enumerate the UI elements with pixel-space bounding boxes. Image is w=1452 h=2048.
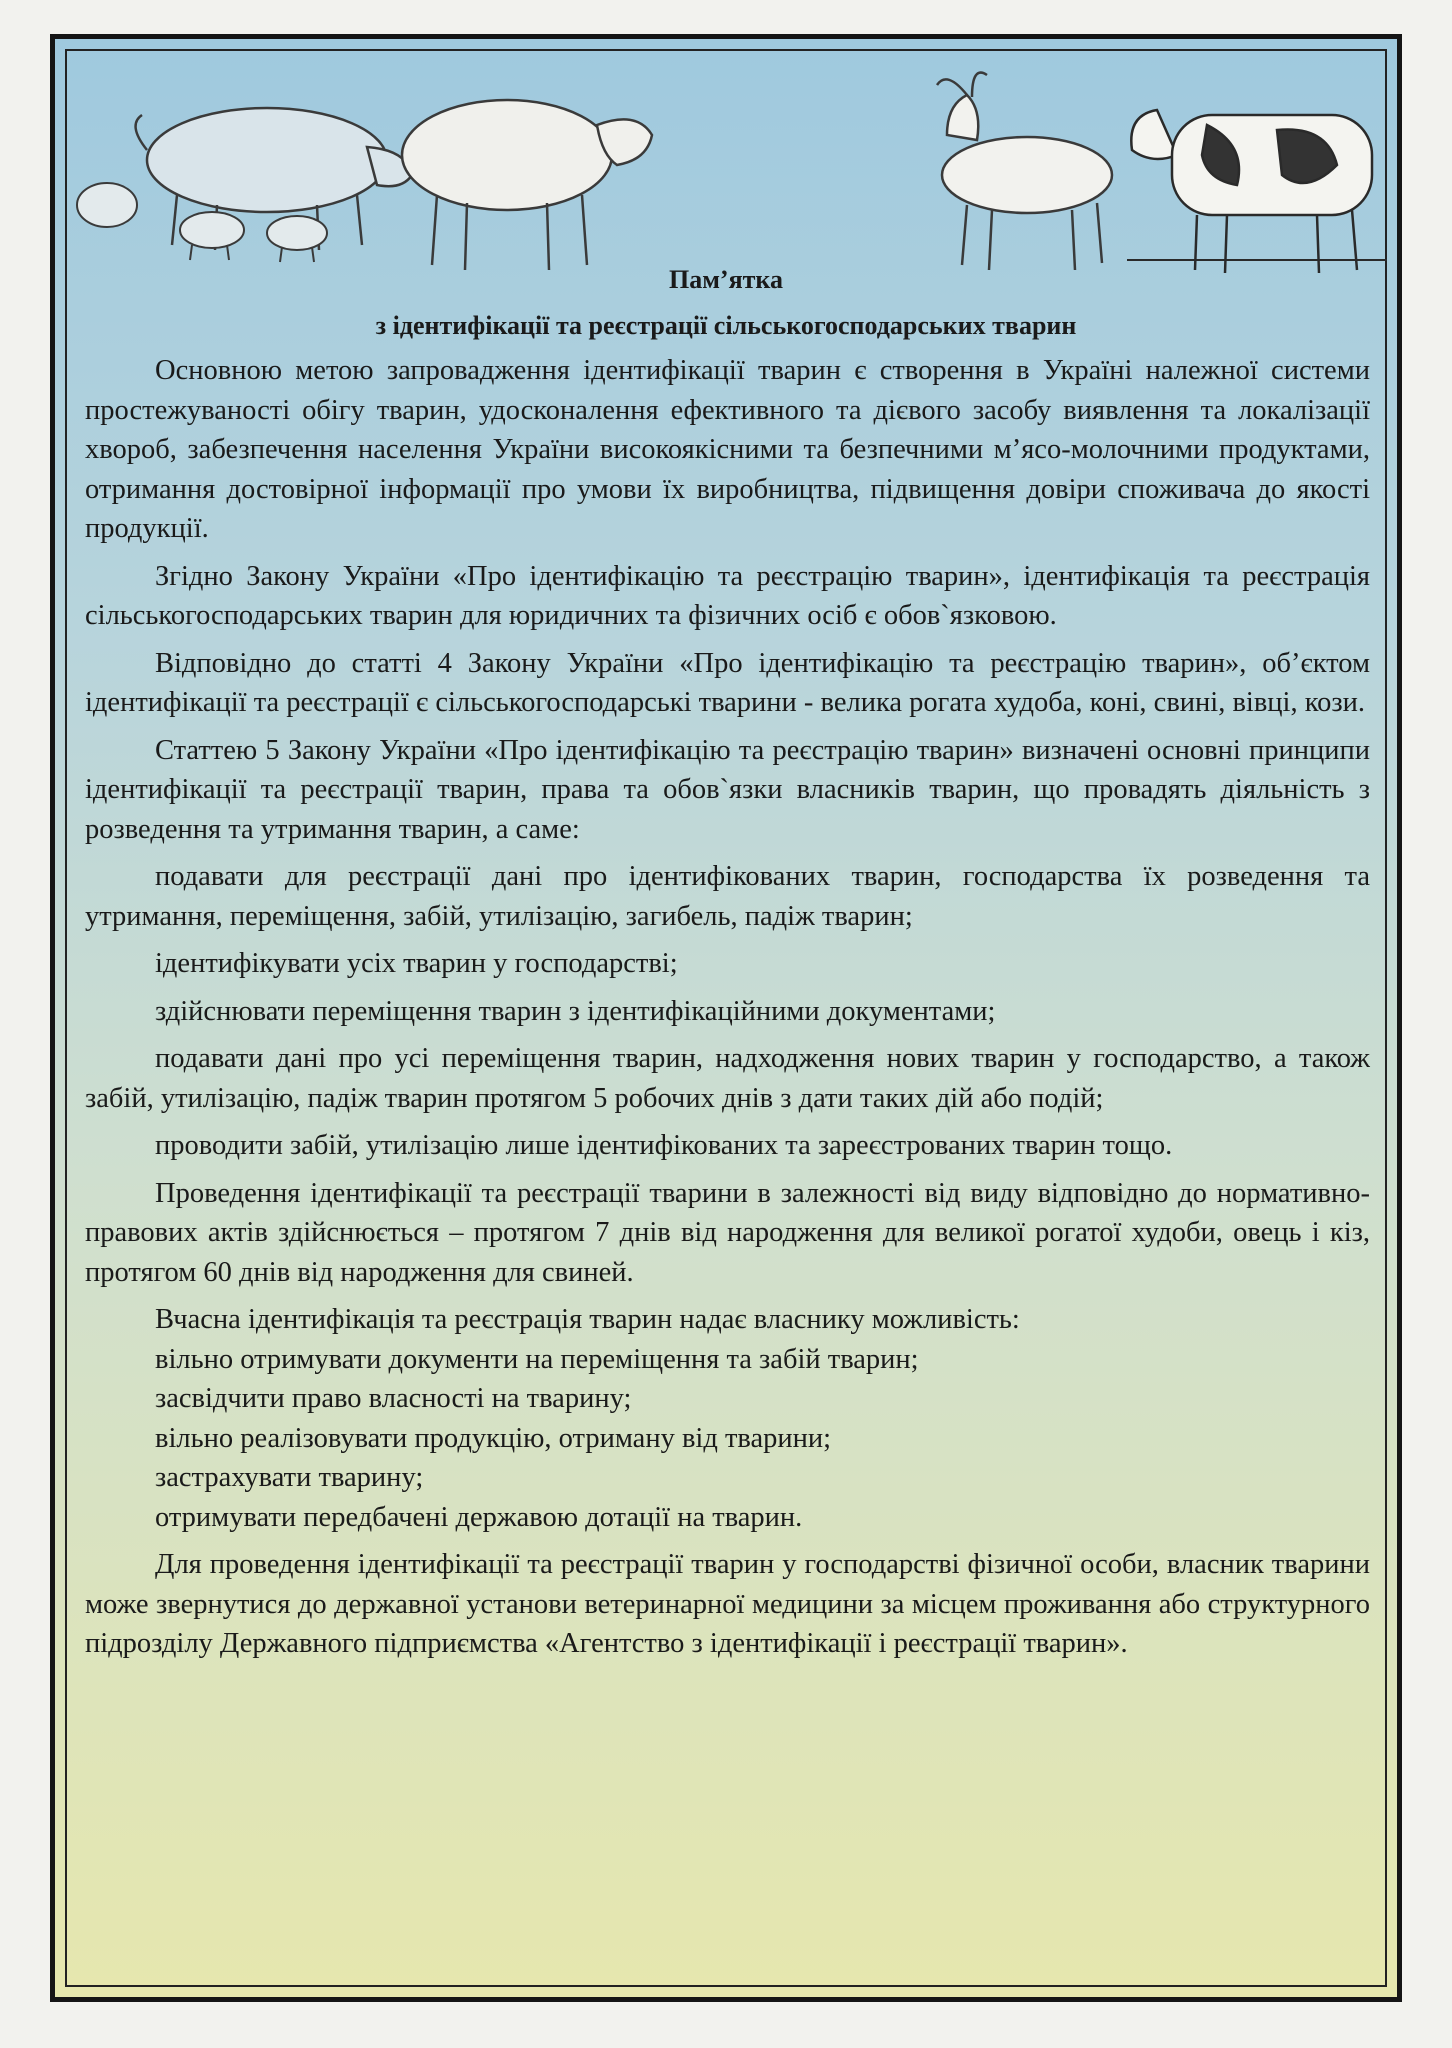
page-title: Пам’ятка [668,265,784,294]
document-body [85,351,1370,1672]
list-item: вільно реалізовувати продукцію, отриману від тварини; [155,1422,832,1454]
paragraph-article-5: Статтею 5 Закону України «Про ідентифікацію та реєстрацію тварин» визначені основні принципи ідентифікації та реєстрації тварин, права та обов`язки власників тварин, що провадять діяльність з розведення та утримання тварин, а саме: [85,734,1370,845]
list-item: подавати для реєстрації дані про ідентифікованих тварин, господарства їх розведення та утримання, переміщення, забій, утилізацію, загибель, падіж тварин; [85,861,1370,932]
paragraph-article-4: Відповідно до статті 4 Закону України «Про ідентифікацію та реєстрацію тварин», об’єктом ідентифікації та реєстрації є сільськогосподарські тварини - велика рогата худоба, коні, свині, вівці, кози. [85,647,1370,718]
goat-icon [937,73,1112,270]
list-item: проводити забій, утилізацію лише ідентифікованих та зареєстрованих тварин тощо. [155,1130,1173,1161]
document-frame [50,34,1402,2002]
paragraph-contact: Для проведення ідентифікації та реєстрації тварин у господарстві фізичної особи, власник тварини може звернутися до державної установи ветеринарної медицини за місцем проживання або структурного підрозділу Державного підприємства «Агентство з ідентифікації і реєстрації тварин». [85,1549,1370,1659]
paragraph-purpose: Основною метою запровадження ідентифікації тварин є створення в Україні належної системи простежуваності обігу тварин, удосконалення ефективного та дієвого засобу виявлення та локалізації хвороб, забезпечення населення України високоякісними та безпечними м’ясо-молочними продуктами, отримання достовірної інформації про умови їх виробництва, підвищення довіри споживача до якості продукції. [85,355,1370,544]
list-item: отримувати передбачені державою дотації на тварин. [155,1501,803,1533]
list-item: ідентифікувати усіх тварин у господарстві; [155,948,678,979]
paragraph-deadlines: Проведення ідентифікації та реєстрації тварини в залежності від виду відповідно до нормативно-правових актів здійснюється – протягом 7 днів від народження для великої рогатої худоби, овець і кіз, протягом 60 днів від народження для свиней. [85,1177,1370,1288]
animals-illustration [67,55,1387,285]
page-subtitle: з ідентифікації та реєстрації сільськогосподарських тварин [375,311,1077,340]
list-item: здійснювати переміщення тварин з ідентифікаційними документами; [155,995,996,1027]
paragraph-law-obligation: Згідно Закону України «Про ідентифікацію та реєстрацію тварин», ідентифікація та реєстрація сільськогосподарських тварин для юридичних та фізичних осіб є обов`язковою. [85,560,1370,631]
list-item: застрахувати тварину; [155,1462,424,1493]
list-item: засвідчити право власності на тварину; [155,1383,632,1414]
list-item: вільно отримувати документи на переміщення та забій тварин; [155,1343,919,1375]
list-item: подавати дані про усі переміщення тварин, надходження нових тварин у господарство, а також забій, утилізацію, падіж тварин протягом 5 робочих днів з дати таких дій або подій; [85,1043,1370,1114]
cow-icon [1127,110,1387,273]
sheep-icon [402,100,652,270]
paragraph-benefits-intro: Вчасна ідентифікація та реєстрація тварин надає власнику можливість: [155,1304,1020,1335]
